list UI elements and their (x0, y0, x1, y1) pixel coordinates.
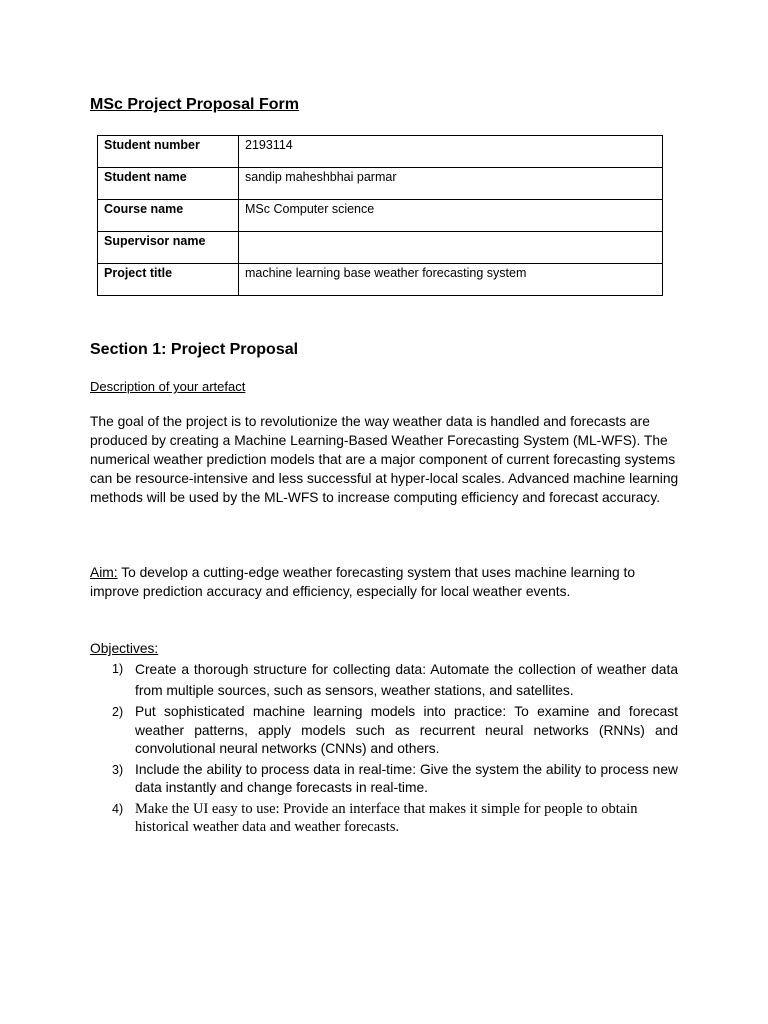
objective-item (90, 800, 678, 837)
info-label-cell: Project title (98, 264, 239, 296)
info-value-cell (239, 232, 663, 264)
description-label: Description of your artefact (90, 379, 246, 394)
info-row (98, 136, 663, 168)
info-label-cell: Student number (98, 136, 239, 168)
info-row (98, 168, 663, 200)
objective-number: 1) (112, 662, 124, 676)
form-title: MSc Project Proposal Form (90, 96, 299, 113)
info-value-cell: machine learning base weather forecasting system (239, 264, 663, 296)
info-row (98, 232, 663, 264)
info-label-cell: Student name (98, 168, 239, 200)
objective-item (90, 761, 678, 798)
objective-number: 4) (112, 801, 124, 816)
objective-text: Put sophisticated machine learning models into practice: To examine and forecast weather patterns, apply models such as recurrent neural networks (RNNs) and convolutional neural networks (CNNs) and others. (135, 704, 678, 756)
objective-number: 3) (112, 762, 124, 777)
student-info-table (97, 135, 663, 296)
objectives-list (90, 659, 678, 839)
objective-text: Make the UI easy to use: Provide an interface that makes it simple for people to obtain historical weather data and weather forecasts. (135, 800, 638, 835)
info-label-cell: Supervisor name (98, 232, 239, 264)
info-value-cell: sandip maheshbhai parmar (239, 168, 663, 200)
objective-text: Create a thorough structure for collecting data: Automate the collection of weather data from multiple sources, such as sensors, weather stations, and satellites. (135, 662, 678, 698)
objective-text: Include the ability to process data in real-time: Give the system the ability to process new data instantly and change forecasts in real-time. (135, 761, 678, 795)
info-row (98, 200, 663, 232)
aim-label: Aim: (90, 565, 118, 580)
info-label-cell: Course name (98, 200, 239, 232)
info-row (98, 264, 663, 296)
section-1-heading: Section 1: Project Proposal (90, 341, 299, 358)
description-paragraph: The goal of the project is to revolutionize the way weather data is handled and forecasts are produced by creating a Machine Learning-Based Weather Forecasting System (ML-WFS). The numerical weather prediction models that are a major component of current forecasting systems can be resource-intensive and less successful at hyper-local scales. Advanced machine learning methods will be used by the ML-WFS to increase computing efficiency and forecast accuracy. (90, 414, 679, 505)
objective-item (90, 659, 678, 701)
objective-number: 2) (112, 705, 124, 719)
aim-paragraph (90, 563, 682, 601)
objective-item (90, 703, 678, 759)
info-value-cell: 2193114 (239, 136, 663, 168)
info-value-cell: MSc Computer science (239, 200, 663, 232)
aim-text: To develop a cutting-edge weather forecasting system that uses machine learning to improve prediction accuracy and efficiency, especially for local weather events. (90, 565, 636, 599)
objectives-label: Objectives: (90, 641, 159, 656)
